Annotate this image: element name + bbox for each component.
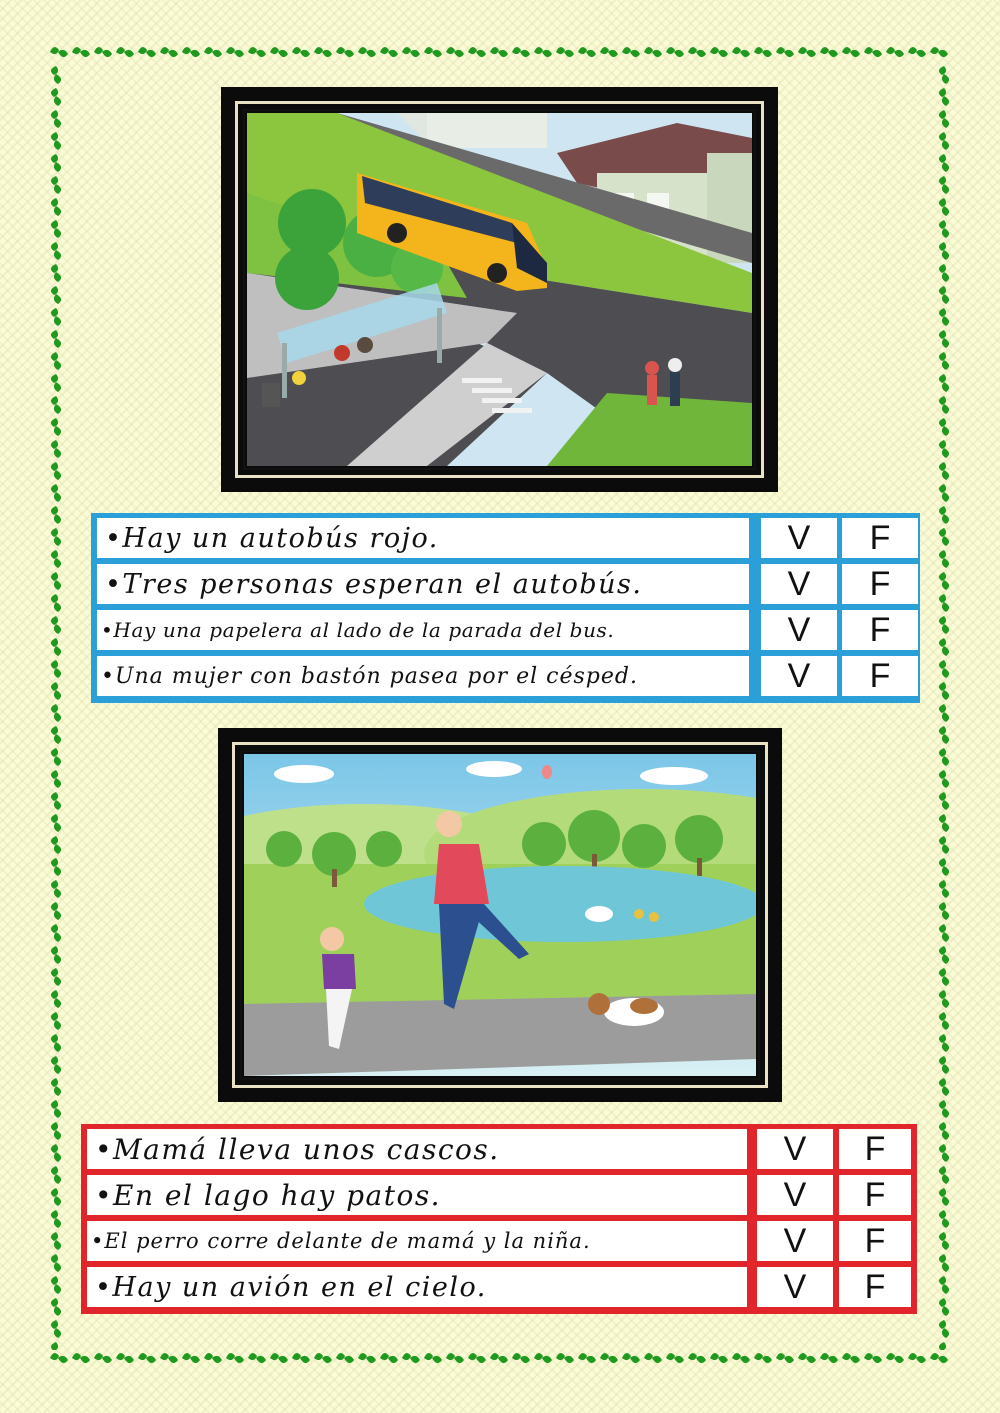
- questions-table-park: [81, 1124, 917, 1314]
- statement-text: •Tres personas esperan el autobús.: [105, 568, 643, 600]
- statement-cell: [87, 1267, 747, 1307]
- statement-text: •El perro corre delante de mamá y la niña.: [91, 1229, 591, 1253]
- statement-text: •Hay una papelera al lado de la parada del bus.: [101, 618, 615, 642]
- false-option[interactable]: F: [842, 518, 918, 558]
- false-option[interactable]: F: [839, 1267, 911, 1307]
- statement-cell: [87, 1129, 747, 1169]
- statement-cell: [97, 518, 749, 558]
- true-option[interactable]: V: [761, 610, 837, 650]
- statement-text: •Hay un avión en el cielo.: [95, 1271, 487, 1303]
- vine-border-right: [932, 60, 956, 1350]
- statement-cell: [87, 1221, 747, 1261]
- statement-text: •Una mujer con bastón pasea por el césped.: [101, 663, 638, 689]
- statement-text: •Mamá lleva unos cascos.: [95, 1132, 500, 1166]
- statement-cell: [87, 1175, 747, 1215]
- vine-border-left: [44, 60, 68, 1350]
- true-option[interactable]: V: [761, 518, 837, 558]
- question-row: [87, 1267, 911, 1307]
- statement-text: •En el lago hay patos.: [95, 1178, 442, 1212]
- statement-text: •Hay un autobús rojo.: [105, 522, 439, 554]
- true-option[interactable]: V: [757, 1267, 833, 1307]
- true-option[interactable]: V: [761, 656, 837, 696]
- street-scene-picture: [247, 113, 752, 466]
- question-row: [87, 1221, 911, 1261]
- question-row: [87, 1175, 911, 1215]
- street-scene-picture-frame: [221, 87, 778, 492]
- statement-cell: [97, 656, 749, 696]
- false-option[interactable]: F: [839, 1175, 911, 1215]
- true-option[interactable]: V: [761, 564, 837, 604]
- questions-table-street: [91, 513, 920, 703]
- true-option[interactable]: V: [757, 1175, 833, 1215]
- true-option[interactable]: V: [757, 1129, 833, 1169]
- vine-border-bottom: [44, 1346, 956, 1370]
- false-option[interactable]: F: [839, 1129, 911, 1169]
- question-row: [97, 656, 914, 696]
- statement-cell: [97, 610, 749, 650]
- false-option[interactable]: F: [842, 610, 918, 650]
- true-option[interactable]: V: [757, 1221, 833, 1261]
- statement-cell: [97, 564, 749, 604]
- false-option[interactable]: F: [839, 1221, 911, 1261]
- question-row: [97, 564, 914, 604]
- park-scene-picture: [244, 754, 756, 1076]
- vine-border-top: [44, 40, 956, 64]
- false-option[interactable]: F: [842, 564, 918, 604]
- question-row: [97, 610, 914, 650]
- question-row: [87, 1129, 911, 1169]
- false-option[interactable]: F: [842, 656, 918, 696]
- park-scene-picture-frame: [218, 728, 782, 1102]
- question-row: [97, 518, 914, 558]
